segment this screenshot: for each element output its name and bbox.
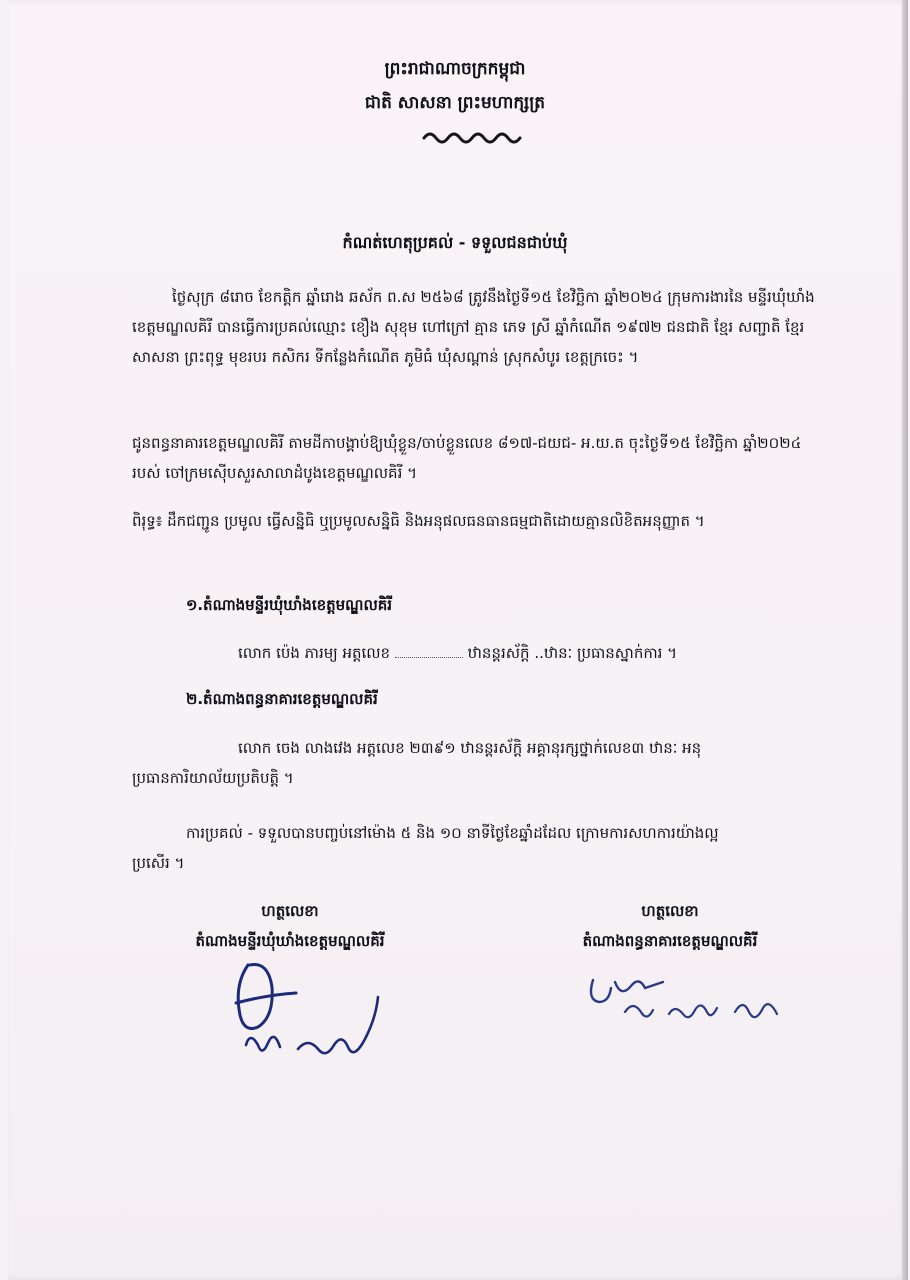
section-2-representative-line1: លោក ចេង លាងវេង អត្តលេខ ២៣៩១ ឋានន្តរស័ក្តិ អគ្គានុរក្សថ្នាក់លេខ៣ ឋានៈ អនុ xyxy=(238,739,702,757)
paragraph-court-order: ជូនពន្ធនាគារខេត្តមណ្ឌលគិរី តាមដីកាបង្គាប់ឱ្យឃុំខ្លួន/ចាប់ខ្លួនលេខ ៨១៧-ជយជ- អ.យ.ត ចុះថ្ងៃទី១៥ ខែវិច្ឆិកា ឆ្នាំ២០២៤ របស់ ចៅក្រមស៊ើបសួរសាលាដំបូងខេត្តមណ្ឌលគិរី ។ xyxy=(132,434,802,482)
left-handwritten-signature xyxy=(218,945,418,1085)
section-1-representative xyxy=(238,638,838,668)
paragraph-handover-details: ថ្ងៃសុក្រ ៨រោច ខែកត្តិក ឆ្នាំរោង ឆស័ក ព.ស ២៥៦៨ ត្រូវនឹងថ្ងៃទី១៥ ខែវិច្ឆិកា ឆ្នាំ២០២៤ ក្រុមការងារនៃ មន្ទីរឃុំឃាំងខេត្តមណ្ឌលគិរី បានធ្វើការប្រគល់ឈ្មោះ ខឿង សុខុម ហៅក្រៅ គ្មាន ភេទ ស្រី ឆ្នាំកំណើត ១៩៧២ ជនជាតិ ខ្មែរ សញ្ជាតិ ខ្មែរ សាសនា ព្រះពុទ្ធ មុខរបរ កសិករ ទីកន្លែងកំណើត ភូមិធំ ឃុំសណ្តាន់ ស្រុកសំបូរ ខេត្តក្រចេះ ។ xyxy=(132,288,815,366)
right-signature-label: ហត្ថលេខា xyxy=(641,902,699,920)
left-signature-org: តំណាងមន្ទីរឃុំឃាំងខេត្តមណ្ឌលគិរី xyxy=(195,932,385,950)
national-motto: ជាតិ សាសនា ព្រះមហាក្សត្រ xyxy=(364,93,546,113)
paragraph-offense: ពិរុទ្ធ៖ ដឹកជញ្ជូន ប្រមូល ធ្វើសន្និធិ ឬប្រមូលសន្និធិ និងអនុផលធនធានធម្មជាតិដោយគ្មានលិខិតអនុញ្ញាត ។ xyxy=(132,512,705,530)
closing-line1: ការប្រគល់ - ទទួលបានបញ្ចប់នៅម៉ោង ៥ និង ១០ នាទីថ្ងៃខែឆ្នាំដដែល ក្រោមការសហការយ៉ាងល្អ xyxy=(186,824,719,842)
section-2-representative-line2: ប្រធានការិយាល័យប្រតិបត្តិ ។ xyxy=(132,769,294,787)
closing-line2: ប្រសើរ ។ xyxy=(132,854,185,872)
section-2-heading: ២.តំណាងពន្ធនាគារខេត្តមណ្ឌលគិរី xyxy=(186,690,378,708)
right-signature-org: តំណាងពន្ធនាគារខេត្តមណ្ឌលគិរី xyxy=(582,932,758,950)
right-handwritten-signature xyxy=(585,960,815,1040)
rep1-position: ..ឋានៈ ប្រធានស្នាក់ការ ។ xyxy=(534,644,678,662)
blank-id-field xyxy=(395,643,463,658)
rep1-name-id: លោក ប៉េង ភារម្យ អត្តលេខ xyxy=(238,644,391,662)
rep1-rank: ឋានន្តរស័ក្តិ xyxy=(467,644,530,662)
document-title: កំណត់ហេតុប្រគល់ - ទទួលជនជាប់ឃុំ xyxy=(342,233,568,252)
kingdom-title: ព្រះរាជាណាចក្រកម្ពុជា xyxy=(384,59,526,79)
section-1-heading: ១.តំណាងមន្ទីរឃុំឃាំងខេត្តមណ្ឌលគិរី xyxy=(186,596,393,614)
ornament-divider-icon xyxy=(420,126,530,146)
page-edge-shadow xyxy=(902,0,908,1280)
left-signature-label: ហត្ថលេខា xyxy=(261,902,319,920)
